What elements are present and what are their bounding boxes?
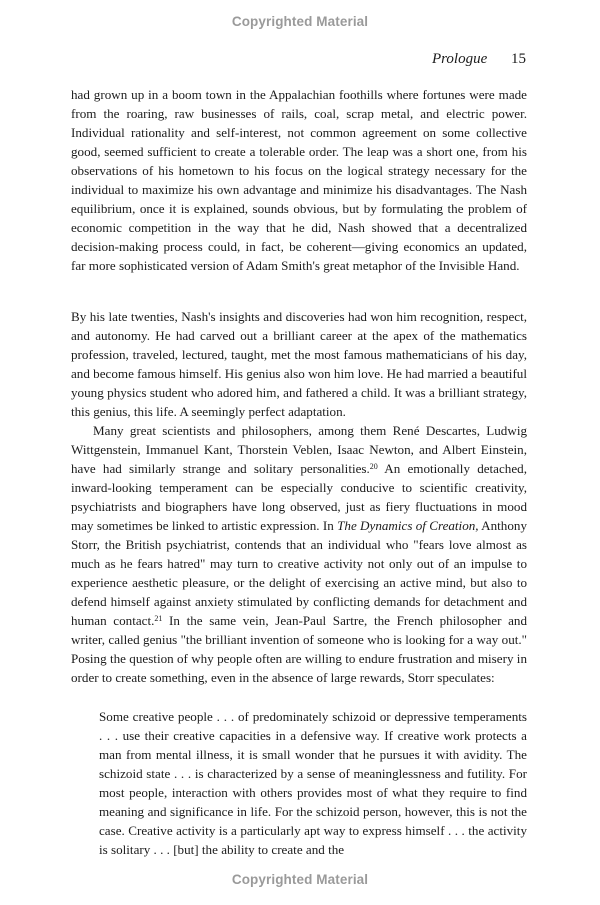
paragraph-text: Anthony Storr, the British psychiatrist, contends that an individual who "fears love almost as much as he fears hatred" may turn to creative activity not only out of an impulse to experience aesthetic pleasure, or the delight of exercising an active mind, but also to defend himself against anxiety stimulated by conflicting demands for detachment and human contact. <box>71 518 527 628</box>
block-quote: Some creative people . . . of predominately schizoid or depressive temperaments . . . use their creative capacities in a defensive way. If creative work protects a man from mental illness, it is small wonder that he pursues it with avidity. The schizoid state . . . is characterized by a sense of meaninglessness and futility. For most people, interaction with others provides most of what they require to find meaning and significance in life. For the schizoid person, however, this is not the case. Creative activity is a particularly apt way to express himself . . . the activity is solitary . . . [but] the ability to create and the <box>99 709 527 857</box>
copyright-watermark-top: Copyrighted Material <box>231 14 369 29</box>
copyright-watermark-bottom: Copyrighted Material <box>231 872 369 887</box>
body-paragraph-3 <box>71 421 527 687</box>
section-title: Prologue <box>431 51 488 67</box>
body-paragraph-2: By his late twenties, Nash's insights and discoveries had won him recognition, respect, and autonomy. He had carved out a brilliant career at the apex of the mathematics profession, traveled, lectured, taught, met the most famous mathematicians of his day, and become famous himself. His genius also won him love. He had married a beautiful young physics student who adored him, and fathered a child. It was a brilliant strategy, this genius, this life. A seemingly perfect adaptation. <box>71 309 527 419</box>
page-number: 15 <box>511 51 526 67</box>
running-head <box>432 51 526 68</box>
page-body <box>71 85 527 859</box>
book-title: The Dynamics of Creation, <box>337 518 479 533</box>
paragraph-text: An emotionally detached, inward-looking temperament can be especially conducive to scientific creativity, psychiatrists and biographers have long observed, just as fiery fluctuations in mood may sometimes be linked to artistic expression. In <box>71 461 527 533</box>
paragraph-text: In the same vein, Jean-Paul Sartre, the French philosopher and writer, called genius "the brilliant invention of someone who is looking for a way out." Posing the question of why people often are willing to endure frustration and misery in order to create something, even in the absence of large rewards, Storr speculates: <box>71 613 527 685</box>
paragraph-text: Many great scientists and philosophers, among them René Descartes, Ludwig Wittgenstein, Immanuel Kant, Thorstein Veblen, Isaac Newton, and Albert Einstein, have had similarly strange and solitary personalities. <box>71 423 527 476</box>
endnote-ref-20[interactable]: 20 <box>369 462 378 471</box>
endnote-ref-21[interactable]: 21 <box>154 614 163 623</box>
body-paragraph-1: had grown up in a boom town in the Appalachian foothills where fortunes were made from the roaring, raw businesses of rails, coal, scrap metal, and electric power. Individual rationality and self-interest, not common agreement on some collective good, seemed sufficient to create a tolerable order. The leap was a short one, from his observations of his hometown to his focus on the logical strategy necessary for the individual to maximize his own advantage and minimize his disadvantages. The Nash equilibrium, once it is explained, sounds obvious, but by formulating the problem of economic competition in the way that he did, Nash showed that a decentralized decision-making process could, in fact, be coherent—giving economics an updated, far more sophisticated version of Adam Smith's great metaphor of the Invisible Hand. <box>71 87 527 273</box>
